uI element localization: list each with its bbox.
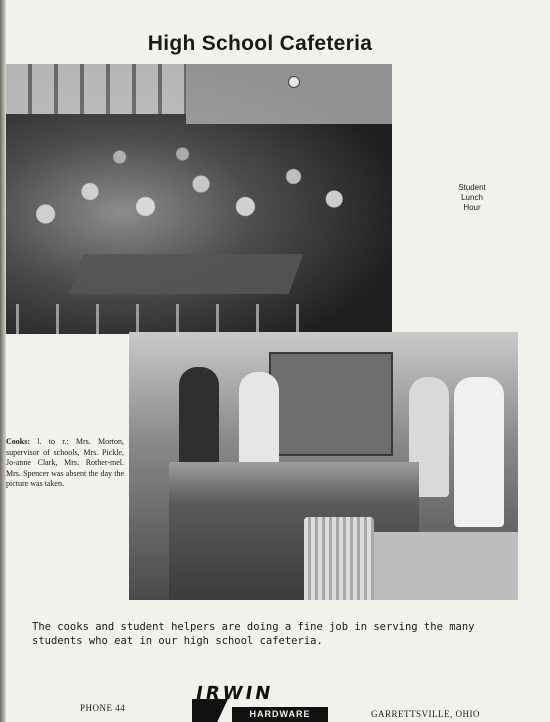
cafeteria-wall bbox=[186, 64, 392, 124]
students-crowd bbox=[16, 124, 386, 274]
cafeteria-description bbox=[32, 620, 502, 648]
lunch-caption-line: Hour bbox=[463, 203, 481, 212]
cooks-kitchen-photo bbox=[129, 332, 518, 600]
cook-figure bbox=[454, 377, 504, 527]
lunch-caption-line: Student bbox=[458, 183, 486, 192]
student-lunch-photo bbox=[6, 64, 392, 334]
cafeteria-windows bbox=[6, 64, 186, 114]
logo-subtitle: HARDWARE bbox=[232, 707, 328, 722]
lunch-table bbox=[69, 254, 304, 294]
cooks-caption bbox=[6, 437, 124, 490]
serving-counter bbox=[369, 532, 518, 600]
wall-clock-icon bbox=[288, 76, 300, 88]
logo-word: IRWIN bbox=[194, 683, 276, 704]
irwin-hardware-logo bbox=[192, 683, 332, 722]
ad-city: GARRETTSVILLE, OHIO bbox=[371, 709, 480, 719]
cooks-caption-lead: Cooks: bbox=[6, 437, 31, 446]
kitchen-oven bbox=[269, 352, 393, 456]
cooks-caption-text: l. to r.: Mrs. Morton, supervisor of schools, Mrs. Pickle, Jo-anne Clark, Mrs. Rother-mel. Mrs. Spencer was absent the day the picture was taken. bbox=[6, 437, 125, 488]
page-title: High School Cafeteria bbox=[147, 32, 373, 55]
description-line: The cooks and student helpers are doing a fine job in serving the many bbox=[32, 621, 475, 633]
ad-phone: PHONE 44 bbox=[80, 703, 126, 713]
chairs-row bbox=[16, 304, 316, 334]
trash-can bbox=[304, 517, 374, 600]
description-line: students who eat in our high school cafeteria. bbox=[32, 635, 323, 647]
lunch-hour-caption bbox=[442, 183, 502, 213]
lunch-caption-line: Lunch bbox=[461, 193, 483, 202]
